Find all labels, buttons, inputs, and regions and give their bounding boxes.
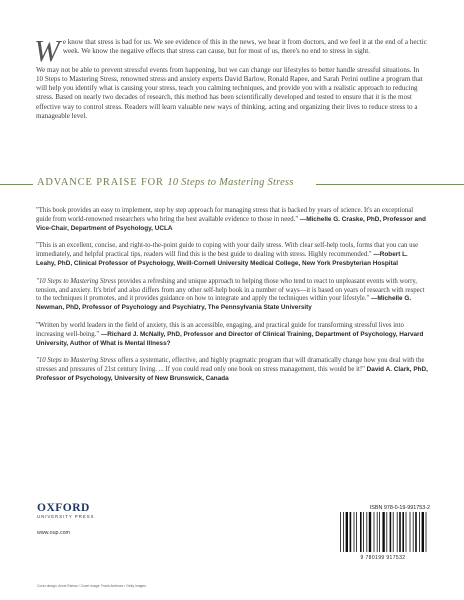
intro-paragraph-2: We may not be able to prevent stressful events from happening, but we can change our lifestyles to better handle stressful situations. In 10 Steps to Mastering Stress, renowned stress and anxiety experts David Barlow, Ronald Rapee, and Sarah Perini outline a program that will help you identify what is causing your stress, teach you calming techniques, and provide you with a realistic approach to reducing stress. Based on nearly two decades of research, this method has been scientifically developed and tested to ensure that it is the most effective way to control stress. Readers will learn valuable new ways of thinking, acting and organizing their lives to reduce stress to a manageable level. [36,65,423,121]
section-header [0,177,464,191]
quote-attribution: David A. Clark, PhD, Professor of Psychology, University of New Brunswick, Canada [36,366,428,382]
praise-list [36,207,428,393]
book-title-italic: "10 Steps to Mastering Stress [36,357,117,365]
intro-paragraph-1: We know that stress is bad for us. We see evidence of this in the news, we hear it from doctors, and we feel it at the end of a hectic week. We know the negative effects that stress can cause, but for most of us, there's no end to stress in sight. [34,33,427,68]
barcode-bar [340,512,341,552]
section-title: ADVANCE PRAISE FOR 10 Steps to Mastering Stress [37,177,294,188]
barcode-bar [382,512,384,552]
barcode-bar [402,512,404,552]
barcode-bar [415,512,417,552]
barcode-bar [386,512,387,552]
barcode-bar [399,512,401,552]
barcode-icon [336,512,430,554]
barcode-bar [374,512,375,552]
barcode-bar [366,512,367,552]
publisher-url[interactable]: www.oup.com [37,530,70,536]
barcode-bar [346,512,348,552]
barcode-bar [390,512,392,552]
quote-attribution: —Michelle G. Newman, PhD, Professor of Psychology and Psychiatry, The Pennsylvania State University [36,295,412,312]
barcode-bar [377,512,378,552]
barcode-bar [426,512,427,552]
barcode-number: 9 780199 917532 [360,555,406,561]
barcode-bar [360,512,362,552]
quote-attribution: —Michelle G. Craske, PhD, Professor and Vice-Chair, Department of Psychology, UCLA [36,215,426,232]
book-title-italic: "10 Steps to Mastering Stress [36,277,117,285]
barcode-bar [413,512,414,552]
barcode-bar [363,512,364,552]
praise-quote: "10 Steps to Mastering Stress provides a refreshing and unique approach to helping those who tend to react to unpleasant events with worry, tension, and anxiety. It's brief and also differs from any other self-help book in a number of ways—it is based on years of research with respect to the techniques it promotes, and it provides guidance on how to integrate and apply the techniques within your lifestyle." —Michelle G. Newman, PhD, Professor of Psychology and Psychiatry, The Pennsylvania State University [36,277,425,312]
isbn-label: ISBN 978-0-19-991753-2 [369,505,430,511]
drop-cap: W [34,33,60,68]
quote-attribution: —Richard J. McNally, PhD, Professor and Director of Clinical Training, Department of Psychology, Harvard University, Author of What is Mental Illness? [36,330,424,347]
barcode-bar [397,512,398,552]
barcode-bar [343,512,344,552]
barcode-bar [393,512,394,552]
barcode-block [336,505,430,561]
header-rule-left [0,184,33,185]
praise-quote: "This book provides an easy to implement, step by step approach for managing stress that is backed by years of science. It's an exceptional guide from world-renowned researchers who bring the best available evidence to those in need." —Michelle G. Craske, PhD, Professor and Vice-Chair, Department of Psychology, UCLA [36,207,426,232]
barcode-bar [356,512,357,552]
barcode-bar [419,512,420,552]
barcode-bar [354,512,355,552]
praise-quote: "Written by world leaders in the field of anxiety, this is an accessible, engaging, and practical guide for transforming stressful lives into increasing well-being." —Richard J. McNally, PhD, Professor and Director of Clinical Training, Department of Psychology, Harvard University, Author of What is Mental Illness? [36,321,424,347]
barcode-bar [369,512,371,552]
barcode-bar [406,512,407,552]
barcode-bar [422,512,424,552]
description-block [34,33,428,130]
barcode-bar [379,512,380,552]
barcode-bar [350,512,352,552]
barcode-bar [410,512,411,552]
quote-attribution: —Robert L. Leahy, PhD, Clinical Professor of Psychology, Weill-Cornell University Medical College, New York Presbyterian Hospital [36,251,408,267]
publisher-logo: OXFORD UNIVERSITY PRESS [37,502,95,519]
praise-quote: "10 Steps to Mastering Stress offers a systematic, effective, and highly pragmatic program that will dramatically change how you deal with the stresses and pressures of 21st century living. ... If you could read only one book on stress management, this would be it!" David A. Clark, PhD, Professor of Psychology, University of New Brunswick, Canada [36,357,428,382]
praise-quote: "This is an excellent, concise, and right-to-the-point guide to coping with your daily stress. With clear self-help tools, forms that you can use immediately, and helpful practical tips, readers will find this is the best guide to dealing with stress. Highly recommended." —Robert L. Leahy, PhD, Clinical Professor of Psychology, Weill-Cornell University Medical College, New York Presbyterian Hospital [36,242,419,267]
cover-credit: Cover design: Annie Ramos / Cover image: Frank Ambrose / Getty Images [37,584,146,588]
header-rule-right [316,184,464,185]
